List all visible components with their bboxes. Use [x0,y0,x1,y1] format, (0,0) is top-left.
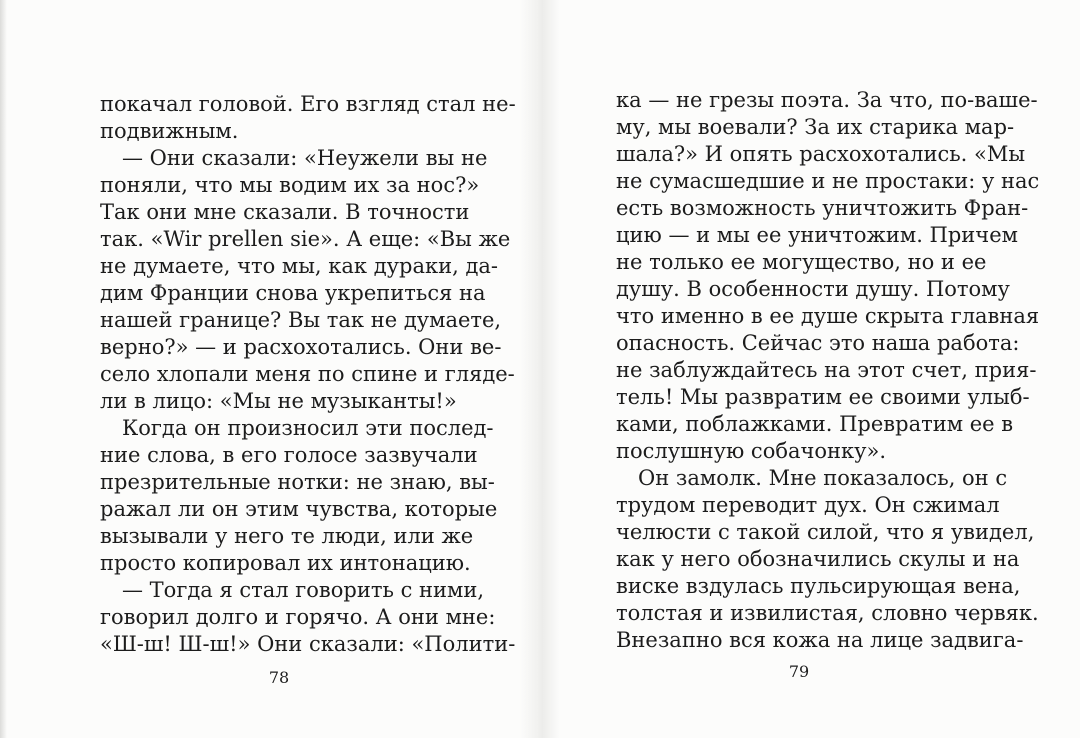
text-line: верно?» — и расхохотались. Они ве- [100,335,502,359]
text-line: тель! Мы развратим ее своими улыб- [616,385,1030,409]
text-line: Так они мне сказали. В точности [100,200,470,224]
text-line: трудом переводит дух. Он сжимал [616,493,1000,517]
text-line: не думаете, что мы, как дураки, да- [100,254,498,278]
text-line: опасность. Сейчас это наша работа: [616,331,1020,355]
text-line: что именно в ее душе скрыта главная [616,304,1040,328]
text-line: Внезапно вся кожа на лице задвига- [616,628,1024,652]
text-line: подвижным. [100,119,239,143]
text-line: — Тогда я стал говорить с ними, [122,578,485,602]
text-line: поняли, что мы водим их за нос?» [100,173,480,197]
text-line: му, мы воевали? За их старика мар- [616,115,1015,139]
text-line: ками, поблажками. Превратим ее в [616,412,1014,436]
text-line: вызывали у него те люди, или же [100,524,474,548]
text-line: не сумасшедшие и не простаки: у нас [616,169,1040,193]
text-line: шала?» И опять расхохотались. «Мы [616,142,1026,166]
text-line: душу. В особенности душу. Потому [616,277,1010,301]
text-line: просто копировал их интонацию. [100,551,471,575]
text-line: так. «Wir prellen sie». А еще: «Вы же [100,227,511,251]
text-line: ние слова, в его голосе зазвучали [100,443,478,467]
text-line: покачал головой. Его взгляд стал не- [100,92,516,116]
text-line: — Они сказали: «Неужели вы не [122,146,488,170]
text-line: ка — не грезы поэта. За что, по-ваше- [616,88,1038,112]
text-line: ражал ли он этим чувства, которые [100,497,498,521]
text-line: цию — и мы ее уничтожим. Причем [616,223,1018,247]
text-line: есть возможность уничтожить Фран- [616,196,1029,220]
text-line: как у него обозначились скулы и на [616,547,1020,571]
text-line: село хлопали меня по спине и гляде- [100,362,515,386]
text-line: Он замолк. Мне показалось, он с [638,466,1008,490]
text-line: толстая и извилистая, словно червяк. [616,601,1039,625]
text-line: челюсти с такой силой, что я увидел, [616,520,1035,544]
page-number: 78 [268,668,290,687]
text-line: нашей границе? Вы так не думаете, [100,308,502,332]
right-page [540,0,1080,738]
text-line: не заблуждайтесь на этот счет, прия- [616,358,1037,382]
text-line: говорил долго и горячо. А они мне: [100,605,496,629]
text-line: послушную собачонку». [616,439,887,463]
text-line: презрительные нотки: не знаю, вы- [100,470,495,494]
text-line: дим Франции снова укрепиться на [100,281,486,305]
page-number: 79 [788,662,810,681]
text-line: ли в лицо: «Мы не музыканты!» [100,389,457,413]
text-line: виске вздулась пульсирующая вена, [616,574,1021,598]
text-line: «Ш-ш! Ш-ш!» Они сказали: «Полити- [100,632,516,656]
text-line: Когда он произносил эти послед- [122,416,494,440]
text-line: не только ее могущество, но и ее [616,250,987,274]
